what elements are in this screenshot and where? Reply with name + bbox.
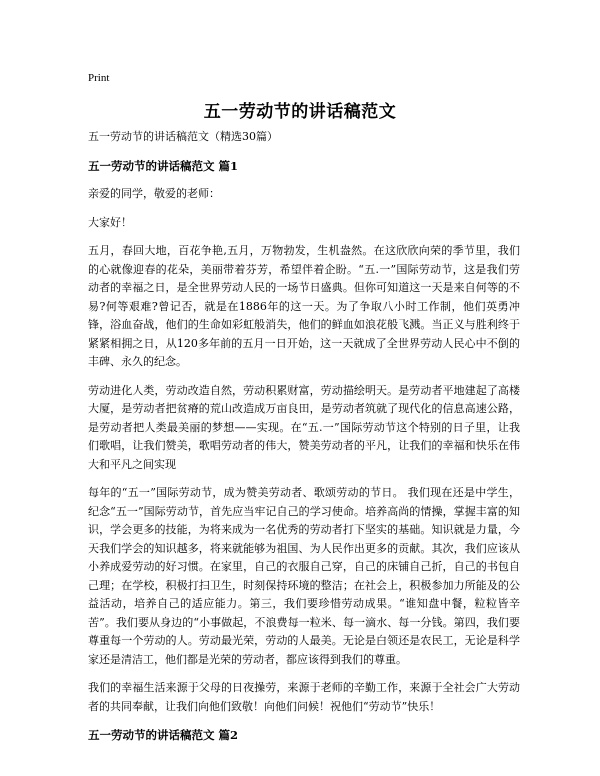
paragraph-greeting: 亲爱的同学，敬爱的老师： [88, 187, 220, 200]
document-body [88, 128, 520, 755]
paragraph-labor-praise: 劳动进化人类，劳动改造自然，劳动积累财富，劳动描绘明天。是劳动者平地建起了高楼大厦，是劳动者把贫瘠的荒山改造成万亩良田，是劳动者筑就了现代化的信息高速公路，是劳动者把人类最美丽的梦想——实现。在“五.一”国际劳动节这个特别的日子里，让我们歌唱，让我们赞美，歌唱劳动者的伟大，赞美劳动者的平凡，让我们的幸福和快乐在伟大和平凡之间实现 [88, 383, 520, 471]
section-heading-1: 五一劳动节的讲话稿范文 篇1 [88, 158, 239, 173]
paragraph-hello: 大家好！ [88, 215, 132, 229]
section-heading-2: 五一劳动节的讲话稿范文 篇2 [88, 728, 239, 742]
paragraph-student-duties: 每年的“五一”国际劳动节，成为赞美劳动者、歌颂劳动的节日。 我们现在还是中学生，纪念“五一”国际劳动节，首先应当牢记自己的学习使命。培养高尚的情操，掌握丰富的知识，学会更多的技能，为将来成为一名优秀的劳动者打下坚实的基础。知识就是力量，今天我们学会的知识越多，将来就能够为祖国、为人民作出更多的贡献。其次，我们应该从小养成爱劳动的好习惯。在家里，自己的衣服自己穿，自己的床铺自己折，自己的书包自己理；在学校，积极打扫卫生，时刻保持环境的整洁；在社会上，积极参加力所能及的公益活动，培养自己的适应能力。第三，我们要珍惜劳动成果。“谁知盘中餐，粒粒皆辛苦”。我们要从身边的“小事做起，不浪费每一粒米、每一滴水、每一分钱。第四，我们要尊重每一个劳动的人。劳动最光荣，劳动的人最美。无论是白领还是农民工，无论是科学家还是清洁工，他们都是光荣的劳动者，都应该得到我们的尊重。 [88, 486, 520, 666]
paragraph-closing: 我们的幸福生活来源于父母的日夜操劳，来源于老师的辛勤工作，来源于全社会广大劳动者的共同奉献，让我们向他们致敬！向他们问候！祝他们“劳动节”快乐！ [88, 681, 520, 713]
paragraph-may-history: 五月，春回大地，百花争艳,五月，万物勃发，生机盎然。在这欣欣向荣的季节里，我们的心就像迎春的花朵，美丽带着芬芳，希望伴着企盼。“五.一”国际劳动节，这是我们劳动者的幸福之日，是全世界劳动人民的一场节日盛典。但你可知道这一天是来自何等的不易?何等艰难?曾记否，就是在1886年的这一天。为了争取八小时工作制，他们英勇冲锋，浴血奋战，他们的生命如彩虹般消失，他们的鲜血如浪花般飞溅。当正义与胜利终于紧紧相拥之日，从120多年前的五月一日开始，这一天就成了全世界劳动人民心中不倒的丰碑、永久的纪念。 [88, 244, 520, 368]
document-title: 五一劳动节的讲话稿范文 [203, 102, 397, 122]
document-subtitle: 五一劳动节的讲话稿范文（精选30篇） [88, 130, 278, 143]
print-link[interactable]: Print [88, 72, 110, 84]
